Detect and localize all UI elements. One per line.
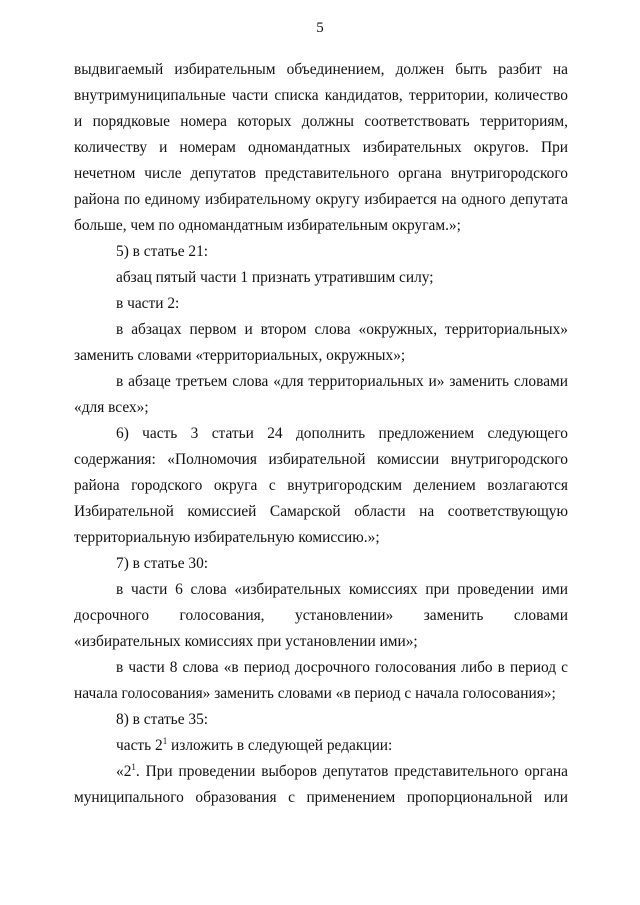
paragraph-quote-2-1-rest: . При проведении выборов депутатов представительного органа муниципального образования с применением пропорциональной или: [74, 763, 568, 806]
page-number: 5: [316, 20, 324, 36]
document-body: [74, 57, 568, 811]
paragraph-quote-2-1-start: «2: [116, 763, 132, 780]
paragraph-part-2-1: [74, 733, 568, 759]
paragraph-quote-2-1: [74, 759, 568, 811]
superscript: 1: [162, 735, 168, 746]
paragraph-item-6: 6) часть 3 статьи 24 дополнить предложением следующего содержания: «Полномочия избирательной комиссии внутригородского района городского округа с внутригородским делением возлагаются Избирательной комиссией Самарской области на соответствующую территориальную избирательную комиссию.»;: [74, 425, 568, 546]
paragraph-part-2-1-text: часть 2: [116, 737, 163, 754]
paragraph-part-2-1-rest: изложить в следующей редакции:: [167, 737, 393, 754]
paragraph-continuation: выдвигаемый избирательным объединением, должен быть разбит на внутримуниципальные части списка кандидатов, территории, количество и порядковые номера которых должны соответствовать территориям, количеству и номерам одномандатных избирательных округов. При нечетном числе депутатов представительного органа внутригородского района по единому избирательному округу избирается на одного депутата больше, чем по одномандатным избирательным округам.»;: [74, 61, 568, 234]
paragraph-item-7: 7) в статье 30:: [116, 555, 209, 572]
paragraph-item-5: 5) в статье 21:: [116, 243, 209, 260]
paragraph-abzac-third: в абзаце третьем слова «для территориальных и» заменить словами «для всех»;: [74, 373, 568, 416]
paragraph-item-8: 8) в статье 35:: [116, 711, 209, 728]
paragraph-part-8: в части 8 слова «в период досрочного голосования либо в период с начала голосования» заменить словами «в период с начала голосования»;: [74, 659, 568, 702]
paragraph-abzac-5: абзац пятый части 1 признать утратившим силу;: [116, 269, 434, 286]
paragraph-part-2: в части 2:: [116, 295, 180, 312]
paragraph-abzac-first-second: в абзацах первом и втором слова «окружных, территориальных» заменить словами «территориальных, окружных»;: [74, 321, 568, 364]
paragraph-part-6: в части 6 слова «избирательных комиссиях при проведении ими досрочного голосования, установлении» заменить словами «избирательных комиссиях при установлении ими»;: [74, 581, 568, 650]
superscript: 1: [131, 761, 136, 772]
